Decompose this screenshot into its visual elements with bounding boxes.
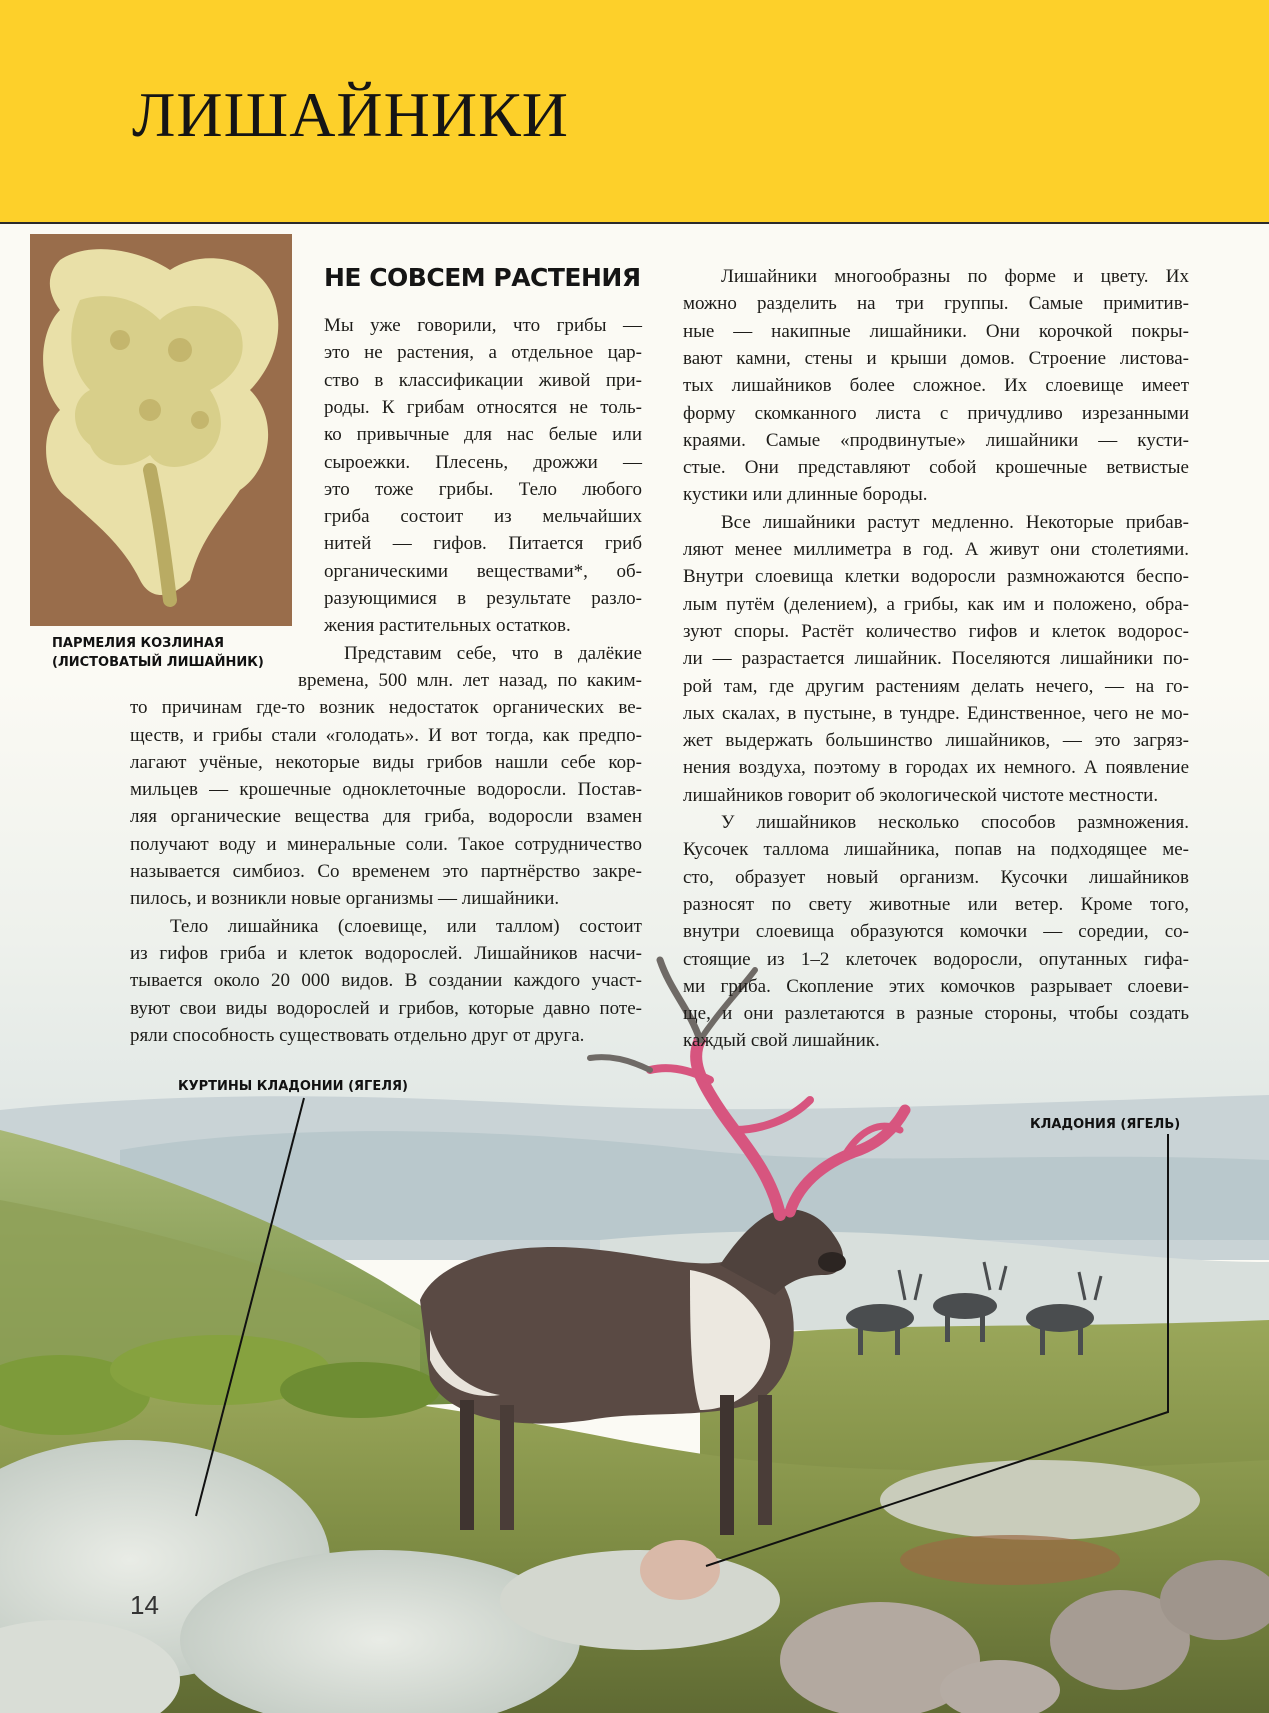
left-text-line: вуют свои виды водорослей и грибов, которые давно поте- (130, 997, 642, 1019)
left-text-line: из гифов гриба и клеток водорослей. Лишайников насчи- (130, 942, 642, 964)
section-title: НЕ СОВСЕМ РАСТЕНИЯ (324, 263, 641, 292)
right-text-line: Внутри слоевища клетки водоросли размножаются беспо- (683, 566, 1189, 588)
right-text-line: стоящие из 1–2 клеточек водоросли, опутанных гифа- (683, 948, 1189, 970)
left-text-line: лагают учёные, некоторые виды грибов нашли себе кор- (130, 751, 642, 773)
right-text-line: ные — накипные лишайники. Они корочкой покры- (683, 320, 1189, 342)
right-text-line: стые. Они представляют собой крошечные ветвистые (683, 457, 1189, 479)
right-text-line: сто, образует новый организм. Кусочки лишайников (683, 866, 1189, 888)
right-text-line: разносят по свету животные или ветер. Кроме того, (683, 893, 1189, 915)
right-text-line: тых лишайников более сложное. Их слоевище имеет (683, 375, 1189, 397)
right-text-line: вают камни, стены и крыши домов. Строение листова- (683, 347, 1189, 369)
left-text-line: органическими веществами*, об- (324, 560, 642, 582)
left-text-line: сыроежки. Плесень, дрожжи — (324, 451, 642, 473)
left-text-line: Мы уже говорили, что грибы — (324, 315, 642, 336)
right-text-line: ли — разрастается лишайник. Поселяются лишайники по- (683, 648, 1189, 670)
right-text-line: лым путём (делением), а грибы, как им и положено, обра- (683, 593, 1189, 615)
left-text-line: гриба состоит из мельчайших (324, 506, 642, 528)
right-text-line: можно разделить на три группы. Самые примитив- (683, 293, 1189, 315)
right-text-line: ми гриба. Скопление этих комочков разрывает слоеви- (683, 975, 1189, 997)
right-text-line: Кусочек таллома лишайника, попав на подходящее ме- (683, 839, 1189, 861)
right-text-line: кустики или длинные бороды. (683, 484, 928, 506)
right-text-line: рой там, где другим растениям делать нечего, — на го- (683, 675, 1189, 697)
parmelia-illustration (30, 234, 292, 626)
right-text-line: ще, и они разлетаются в разные стороны, чтобы создать (683, 1003, 1189, 1025)
left-text-line: Представим себе, что в далёкие (344, 642, 642, 664)
left-text-line: ство в классификации живой при- (324, 369, 642, 391)
left-text-line: тывается около 20 000 видов. В создании каждого участ- (130, 970, 642, 992)
right-text-line: нения воздуха, поэтому в городах их немного. А появление (683, 757, 1189, 779)
left-text-line: роды. К грибам относятся не толь- (324, 396, 642, 418)
left-text-line: мильцев — крошечные одноклеточные водоросли. Постав- (130, 779, 642, 801)
caption-parmelia (52, 634, 264, 672)
right-text-line: У лишайников несколько способов размножения. (721, 812, 1189, 833)
page-title: ЛИШАЙНИКИ (132, 79, 569, 150)
left-text-line: разующимися в результате разло- (324, 588, 642, 609)
left-text-line: пилось, и возникли новые организмы — лишайники. (130, 888, 560, 910)
right-text-line: форму скомканного листа с причудливо изрезанными (683, 402, 1189, 424)
right-text-line: зуют споры. Растёт количество гифов и клеток водорос- (683, 620, 1189, 642)
left-text-line: это тоже грибы. Тело любого (324, 478, 642, 500)
left-text-line: ществ, и грибы стали «голодать». И вот тогда, как предпо- (130, 724, 642, 746)
left-text-line: нитей — гифов. Питается гриб (324, 533, 642, 555)
left-text-line: это не растения, а отдельное цар- (324, 342, 642, 364)
caption-kladonia: КЛАДОНИЯ (ЯГЕЛЬ) (1030, 1117, 1181, 1132)
caption-kurtiny: КУРТИНЫ КЛАДОНИИ (ЯГЕЛЯ) (178, 1079, 408, 1094)
right-text-line: Лишайники многообразны по форме и цвету. Их (721, 266, 1189, 287)
left-text-line: называется симбиоз. Со временем это партнёрство закре- (130, 861, 642, 882)
right-text-line: Все лишайники растут медленно. Некоторые прибав- (721, 511, 1189, 533)
page-number: 14 (130, 1590, 159, 1620)
left-text-line: то причинам где-то возник недостаток органических ве- (130, 697, 642, 719)
left-text-line: жения растительных остатков. (324, 615, 571, 637)
right-text-line: лишайников говорит об экологической чистоте местности. (683, 784, 1159, 806)
caption-parmelia-title: ПАРМЕЛИЯ КОЗЛИНАЯ (52, 636, 225, 651)
left-text-line: ляя органические вещества для гриба, водоросли взамен (130, 806, 642, 828)
right-text-line: лых скалах, в пустыне, в тундре. Единственное, чего не мо- (683, 702, 1189, 724)
left-text-line: получают воду и минеральные соли. Такое сотрудничество (130, 833, 642, 855)
left-text-line: ко привычные для нас белые или (324, 424, 642, 446)
right-text-line: жет выдержать большинство лишайников, — это загряз- (683, 730, 1189, 752)
left-text-line: ряли способность существовать отдельно друг от друга. (130, 1024, 585, 1046)
right-text-line: краями. Самые «продвинутые» лишайники — кусти- (683, 429, 1189, 451)
right-text-line: ляют менее миллиметра в год. А живут они столетиями. (683, 539, 1189, 560)
right-text-line: внутри слоевища образуются комочки — соредии, со- (683, 921, 1189, 943)
left-text-line: Тело лишайника (слоевище, или таллом) состоит (170, 915, 642, 937)
right-text-line: каждый свой лишайник. (683, 1030, 880, 1052)
caption-parmelia-subtitle: (ЛИСТОВАТЫЙ ЛИШАЙНИК) (52, 655, 264, 670)
left-text-line: времена, 500 млн. лет назад, по каким- (298, 669, 642, 691)
